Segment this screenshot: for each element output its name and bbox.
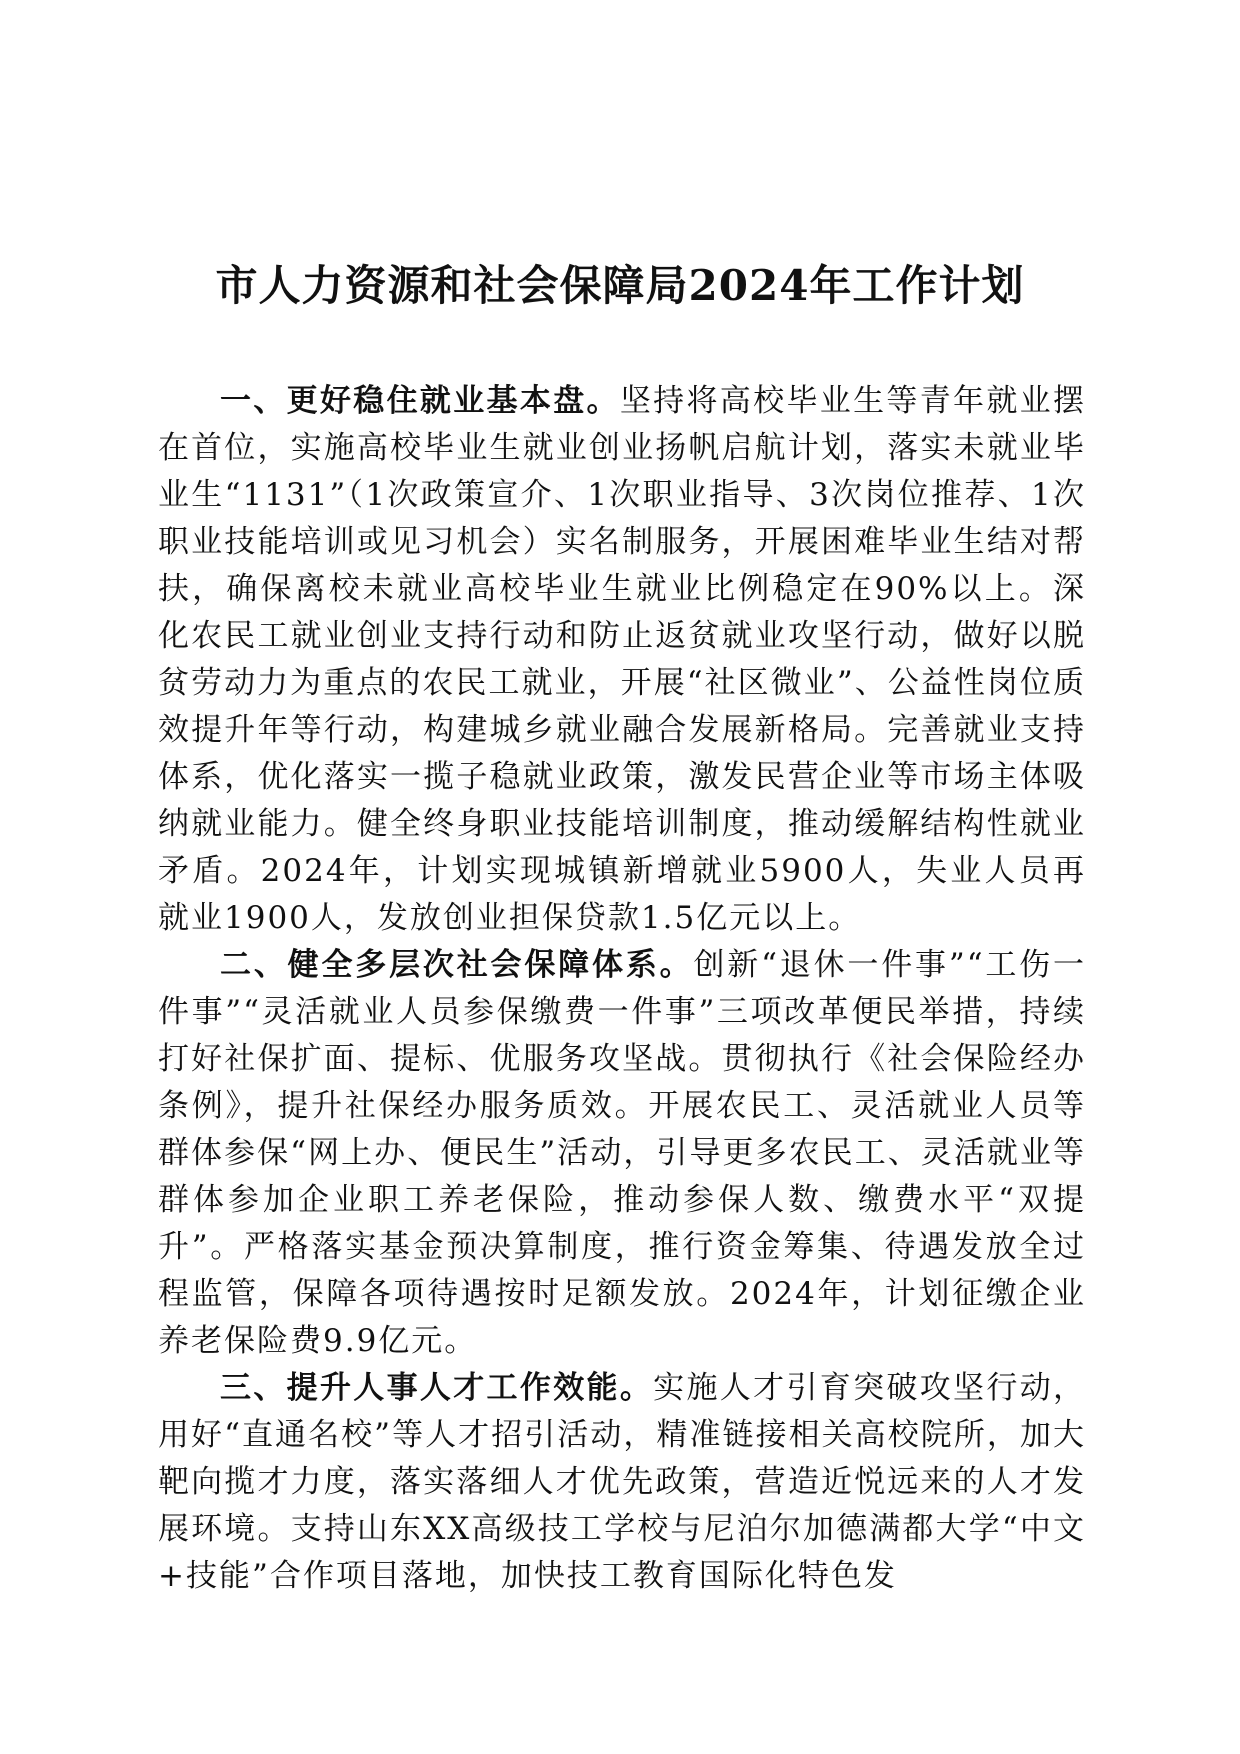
paragraph-heading: 二、健全多层次社会保障体系。	[220, 947, 694, 983]
document-title: 市人力资源和社会保障局2024年工作计划	[215, 261, 1025, 310]
paragraph-heading: 三、提升人事人才工作效能。	[220, 1370, 654, 1406]
paragraph-heading: 一、更好稳住就业基本盘。	[220, 383, 620, 419]
paragraph-social-security	[158, 942, 1086, 1365]
document-body	[158, 378, 1086, 1600]
paragraph-text: 实施人才引育突破攻坚行动，用好“直通名校”等人才招引活动，精准链接相关高校院所，加大靶向揽才力度，落实落细人才优先政策，营造近悦远来的人才发展环境。支持山东XX高级技工学校与尼泊尔加德满都大学“中文+技能”合作项目落地，加快技工教育国际化特色发	[158, 1370, 1087, 1594]
paragraph-employment	[158, 378, 1086, 942]
paragraph-talent	[158, 1365, 1086, 1600]
paragraph-text: 坚持将高校毕业生等青年就业摆在首位，实施高校毕业生就业创业扬帆启航计划，落实未就业毕业生“1131”（1次政策宣介、1次职业指导、3次岗位推荐、1次职业技能培训或见习机会）实名制服务，开展困难毕业生结对帮扶，确保离校未就业高校毕业生就业比例稳定在90%以上。深化农民工就业创业支持行动和防止返贫就业攻坚行动，做好以脱贫劳动力为重点的农民工就业，开展“社区微业”、公益性岗位质效提升年等行动，构建城乡就业融合发展新格局。完善就业支持体系，优化落实一揽子稳就业政策，激发民营企业等市场主体吸纳就业能力。健全终身职业技能培训制度，推动缓解结构性就业矛盾。2024年，计划实现城镇新增就业5900人，失业人员再就业1900人，发放创业担保贷款1.5亿元以上。	[158, 383, 1087, 936]
paragraph-text: 创新“退休一件事”“工伤一件事”“灵活就业人员参保缴费一件事”三项改革便民举措，持续打好社保扩面、提标、优服务攻坚战。贯彻执行《社会保险经办条例》，提升社保经办服务质效。开展农民工、灵活就业人员等群体参保“网上办、便民生”活动，引导更多农民工、灵活就业等群体参加企业职工养老保险，推动参保人数、缴费水平“双提升”。严格落实基金预决算制度，推行资金筹集、待遇发放全过程监管，保障各项待遇按时足额发放。2024年，计划征缴企业养老保险费9.9亿元。	[158, 947, 1086, 1359]
